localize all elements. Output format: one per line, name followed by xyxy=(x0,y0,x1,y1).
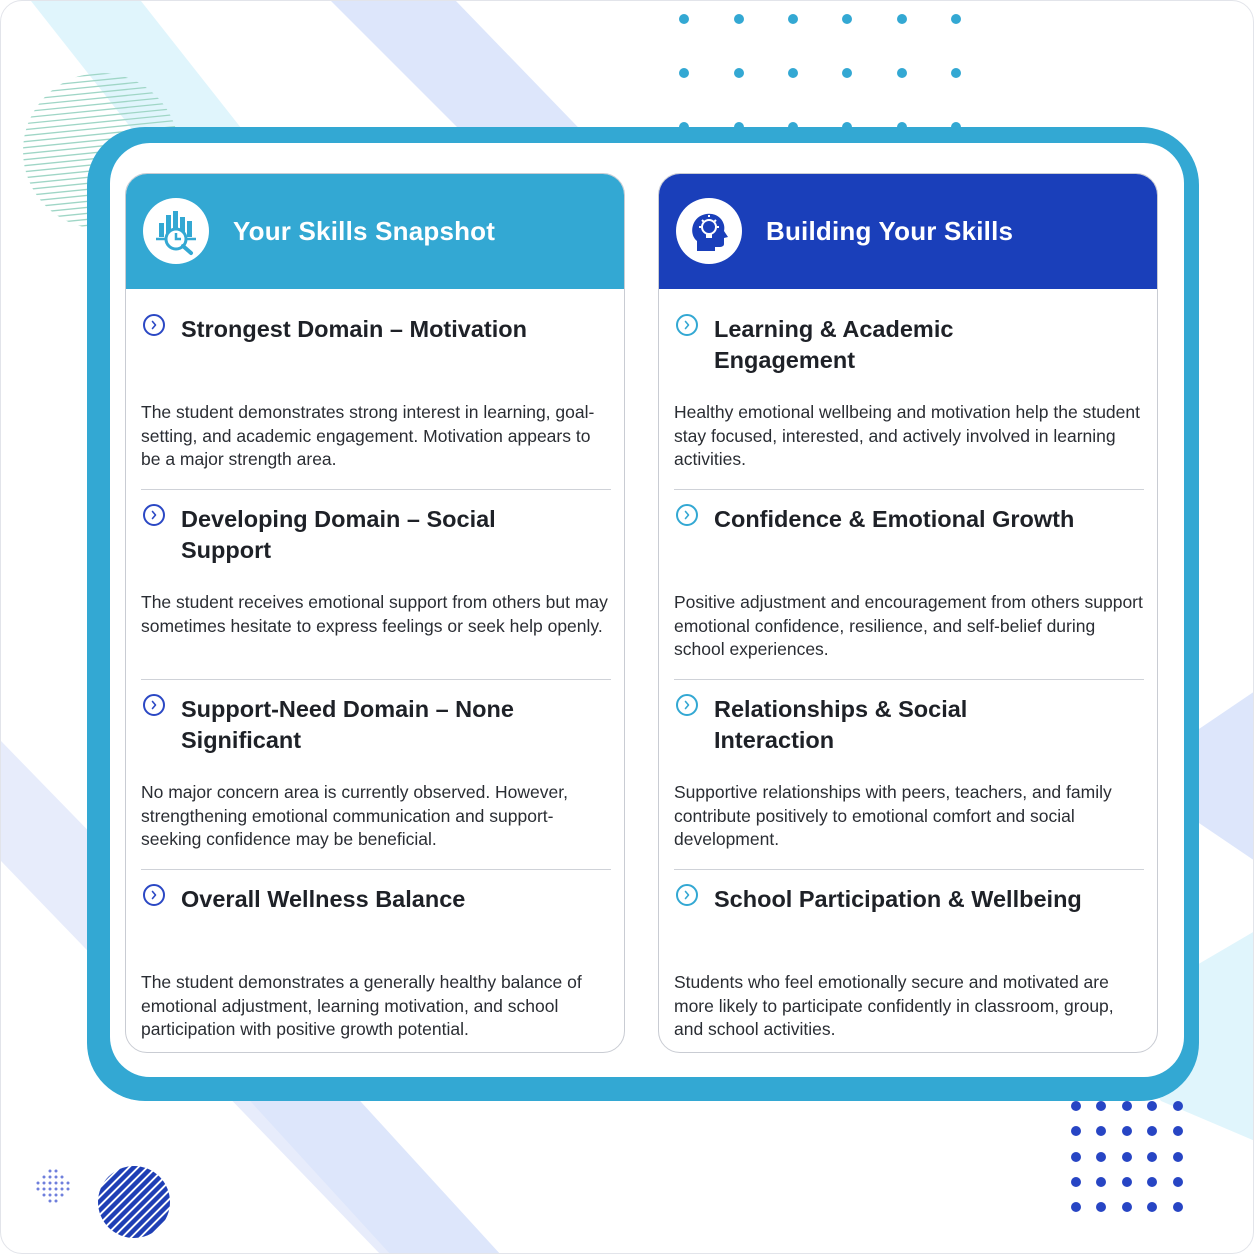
dot xyxy=(43,1182,46,1185)
diagonal-band xyxy=(1196,691,1254,861)
item-description: Healthy emotional wellbeing and motivation help the student stay focused, interested, and actively involved in learning activities. xyxy=(674,402,1140,469)
item-title: Learning & Academic Engagement xyxy=(714,316,954,373)
item-title: Confidence & Emotional Growth xyxy=(714,506,1075,532)
chevron-right-icon xyxy=(676,504,698,526)
dot xyxy=(49,1170,52,1173)
dot xyxy=(1147,1202,1157,1212)
dot xyxy=(951,68,961,78)
chevron-right-icon xyxy=(676,884,698,906)
dot xyxy=(1122,1126,1132,1136)
dot xyxy=(49,1188,52,1191)
card-title: Building Your Skills xyxy=(766,215,1014,246)
dot xyxy=(1096,1101,1106,1111)
chevron-right-icon xyxy=(143,884,165,906)
list-item xyxy=(674,300,1144,490)
item-description: Supportive relationships with peers, teachers, and family contribute positively to emotional comfort and social development. xyxy=(674,782,1112,849)
item-title: Relationships & Social Interaction xyxy=(714,696,968,753)
item-title: Developing Domain – Social Support xyxy=(181,506,496,563)
dot xyxy=(67,1182,70,1185)
dot xyxy=(734,14,744,24)
chevron-right-icon xyxy=(143,314,165,336)
analytics-magnifier-icon xyxy=(143,198,209,264)
item-title: Strongest Domain – Motivation xyxy=(181,316,527,342)
dot-grid-decoration xyxy=(1071,1101,1183,1212)
dot xyxy=(1147,1126,1157,1136)
dot xyxy=(43,1188,46,1191)
item-description: Positive adjustment and encouragement from others support emotional confidence, resilience, and self-belief during school experiences. xyxy=(674,592,1143,659)
dot xyxy=(1173,1177,1183,1187)
item-title: Support-Need Domain – None Significant xyxy=(181,696,514,753)
stripe-line xyxy=(167,1162,247,1242)
dot xyxy=(55,1188,58,1191)
item-description: No major concern area is currently observed. However, strengthening emotional communication and support-seeking confidence may be beneficial. xyxy=(141,782,568,849)
skills-list xyxy=(674,300,1144,1053)
dot xyxy=(67,1188,70,1191)
item-description: Students who feel emotionally secure and motivated are more likely to participate confidently in classroom, group, and school activities. xyxy=(674,972,1114,1039)
dot xyxy=(55,1182,58,1185)
dot xyxy=(897,14,907,24)
dot xyxy=(55,1170,58,1173)
list-item xyxy=(674,490,1144,680)
dot xyxy=(842,68,852,78)
dot xyxy=(37,1182,40,1185)
dot xyxy=(43,1194,46,1197)
list-item xyxy=(141,870,611,1053)
dot xyxy=(679,68,689,78)
item-description: The student receives emotional support from others but may sometimes hesitate to express feelings or seek help openly. xyxy=(141,592,608,636)
list-item xyxy=(141,300,611,490)
dot xyxy=(1096,1177,1106,1187)
chevron-right-icon xyxy=(143,694,165,716)
dot xyxy=(1071,1152,1081,1162)
dot xyxy=(61,1194,64,1197)
dot xyxy=(1122,1152,1132,1162)
dot xyxy=(734,68,744,78)
dot xyxy=(1096,1152,1106,1162)
dot xyxy=(1096,1202,1106,1212)
dot xyxy=(1096,1126,1106,1136)
dot xyxy=(1147,1177,1157,1187)
dot xyxy=(1147,1152,1157,1162)
dot xyxy=(1122,1202,1132,1212)
dot xyxy=(1173,1152,1183,1162)
skills-list xyxy=(141,300,611,1053)
item-description: The student demonstrates a generally healthy balance of emotional adjustment, learning motivation, and school participation with positive growth potential. xyxy=(141,972,582,1039)
dot xyxy=(55,1200,58,1203)
dot xyxy=(1173,1101,1183,1111)
dot xyxy=(55,1194,58,1197)
dot xyxy=(43,1176,46,1179)
chevron-right-icon xyxy=(676,694,698,716)
item-title: School Participation & Wellbeing xyxy=(714,886,1082,912)
dot xyxy=(1071,1177,1081,1187)
dot xyxy=(897,68,907,78)
dot-cluster-decoration xyxy=(37,1170,70,1203)
diagonal-band xyxy=(241,1091,501,1254)
building-skills-card xyxy=(658,173,1158,1053)
card-header xyxy=(125,173,625,289)
dot xyxy=(1071,1101,1081,1111)
card-title: Your Skills Snapshot xyxy=(233,215,496,246)
dot xyxy=(61,1176,64,1179)
stripe-line xyxy=(23,1162,103,1242)
dot-grid-decoration xyxy=(679,14,961,132)
dot xyxy=(55,1176,58,1179)
dot xyxy=(1071,1126,1081,1136)
item-description: The student demonstrates strong interest in learning, goal-setting, and academic engagement. Motivation appears to be a major strength area. xyxy=(141,402,595,469)
item-title: Overall Wellness Balance xyxy=(181,886,466,912)
dot xyxy=(1147,1101,1157,1111)
card-header xyxy=(658,173,1158,289)
dot xyxy=(49,1176,52,1179)
dot xyxy=(1071,1202,1081,1212)
dot xyxy=(1173,1126,1183,1136)
dot xyxy=(49,1200,52,1203)
dot xyxy=(1122,1101,1132,1111)
dot xyxy=(1122,1177,1132,1187)
dot xyxy=(951,14,961,24)
dot xyxy=(842,14,852,24)
dot xyxy=(679,14,689,24)
dot xyxy=(61,1182,64,1185)
skills-snapshot-card xyxy=(125,173,625,1053)
dot xyxy=(61,1188,64,1191)
list-item xyxy=(141,680,611,870)
list-item xyxy=(141,490,611,680)
list-item xyxy=(674,870,1144,1053)
chevron-right-icon xyxy=(143,504,165,526)
dot xyxy=(49,1194,52,1197)
dot xyxy=(37,1188,40,1191)
dot xyxy=(49,1182,52,1185)
dot xyxy=(788,14,798,24)
chevron-right-icon xyxy=(676,314,698,336)
stripe-line xyxy=(14,1162,94,1242)
dot xyxy=(1173,1202,1183,1212)
head-lightbulb-icon xyxy=(676,198,742,264)
list-item xyxy=(674,680,1144,870)
dot xyxy=(788,68,798,78)
